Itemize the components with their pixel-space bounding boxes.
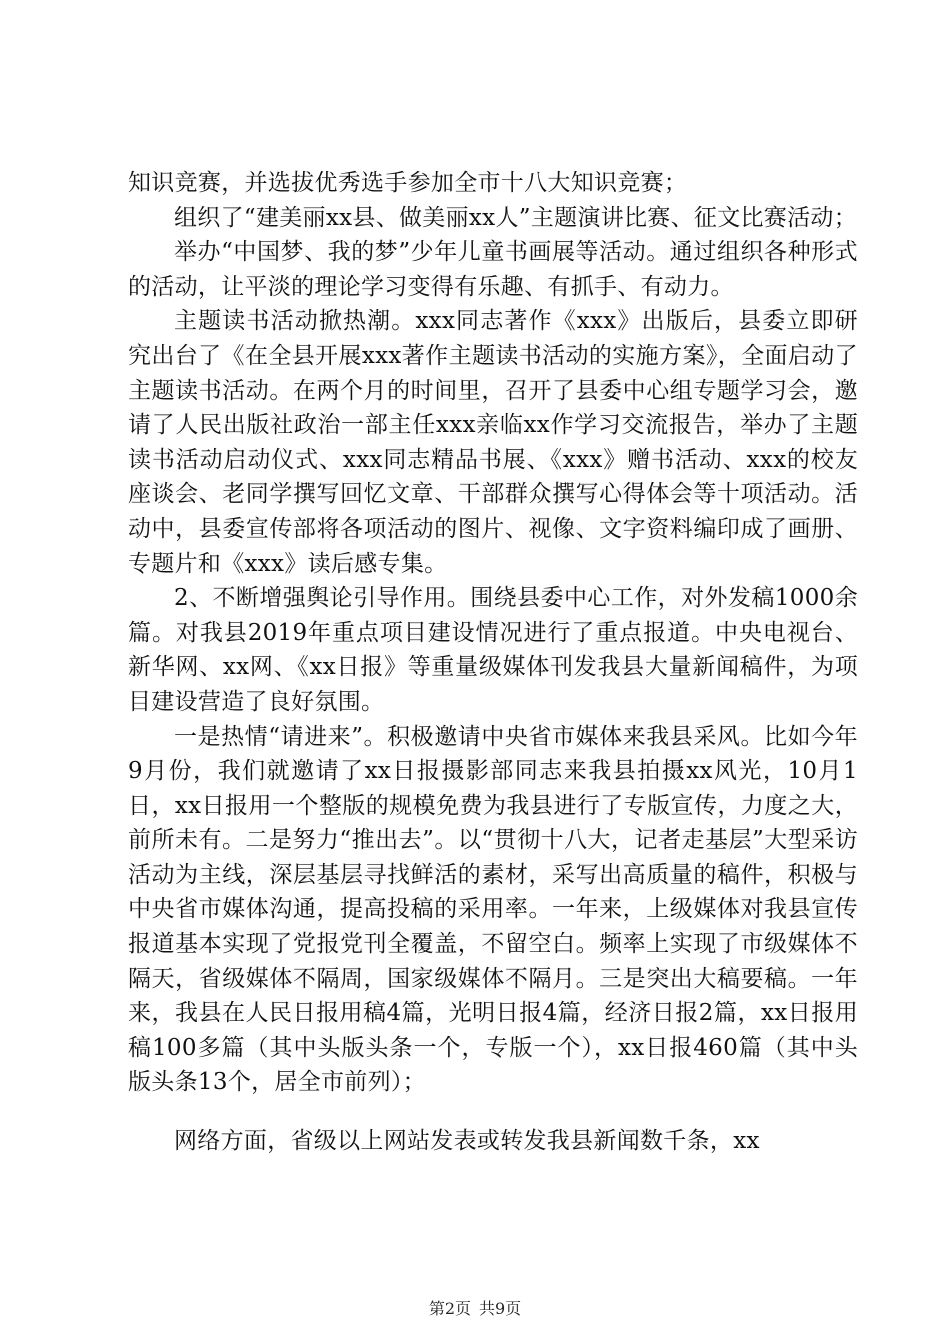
paragraph-4: 主题读书活动掀热潮。xxx同志著作《xxx》出版后，县委立即研究出台了《在全县开展xxx著作主题读书活动的实施方案》，全面启动了主题读书活动。在两个月的时间里，召开了县委中心组专题学习会，邀请了人民出版社政治一部主任xxx亲临xx作学习交流报告，举办了主题读书活动启动仪式、xxx同志精品书展、《xxx》赠书活动、xxx的校友座谈会、老同学撰写回忆文章、干部群众撰写心得体会等十项活动。活动中，县委宣传部将各项活动的图片、视像、文字资料编印成了画册、专题片和《xxx》读后感专集。 <box>128 308 858 577</box>
paragraph-7: 网络方面，省级以上网站发表或转发我县新闻数千条，xx <box>174 1128 760 1155</box>
paragraph-3: 举办“中国梦、我的梦”少年儿童书画展等活动。通过组织各种形式的活动，让平淡的理论学习变得有乐趣、有抓手、有动力。 <box>128 239 858 300</box>
paragraph-5: 2、不断增强舆论引导作用。围绕县委中心工作，对外发稿1000余篇。对我县2019年重点项目建设情况进行了重点报道。中央电视台、新华网、xx网、《xx日报》等重量级媒体刊发我县大量新闻稿件，为项目建设营造了良好氛围。 <box>128 585 858 715</box>
document-body <box>128 166 858 1159</box>
paragraph-1: 知识竞赛，并选拔优秀选手参加全市十八大知识竞赛； <box>128 170 688 196</box>
paragraph-6: 一是热情“请进来”。积极邀请中央省市媒体来我县采风。比如今年9月份，我们就邀请了xx日报摄影部同志来我县拍摄xx风光，10月1日，xx日报用一个整版的规模免费为我县进行了专版宣传，力度之大，前所未有。二是努力“推出去”。以“贯彻十八大，记者走基层”大型采访活动为主线，深层基层寻找鲜活的素材，采写出高质量的稿件，积极与中央省市媒体沟通，提高投稿的采用率。一年来，上级媒体对我县宣传报道基本实现了党报党刊全覆盖，不留空白。频率上实现了市级媒体不隔天，省级媒体不隔周，国家级媒体不隔月。三是突出大稿要稿。一年来，我县在人民日报用稿4篇，光明日报4篇，经济日报2篇，xx日报用稿100多篇（其中头版头条一个，专版一个），xx日报460篇（其中头版头条13个，居全市前列）； <box>128 723 858 1096</box>
page-total: 共9页 <box>479 1299 522 1318</box>
page-number: 第2页 <box>428 1299 471 1318</box>
paragraph-2: 组织了“建美丽xx县、做美丽xx人”主题演讲比赛、征文比赛活动； <box>174 204 858 231</box>
page-footer <box>0 1296 950 1319</box>
